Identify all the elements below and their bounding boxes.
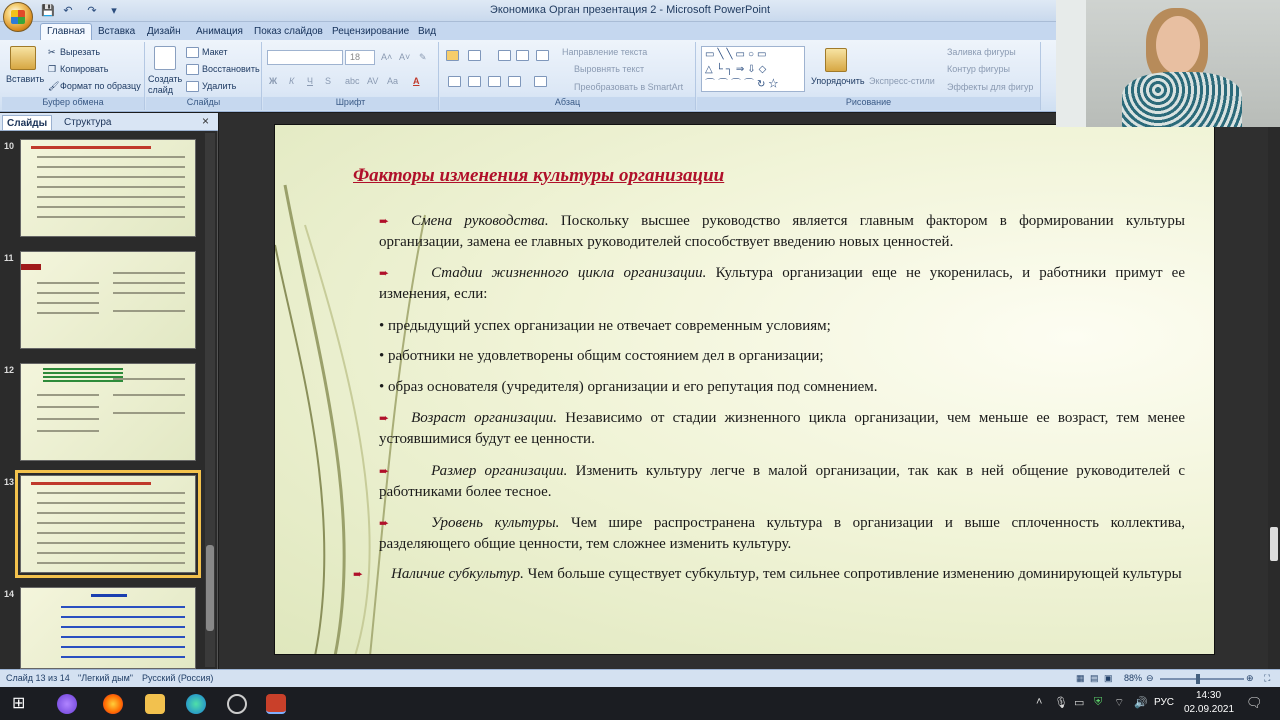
font-group xyxy=(263,42,439,110)
slides-group-label: Слайды xyxy=(146,97,261,110)
editor-scroll-thumb[interactable] xyxy=(1270,527,1278,561)
title-bar xyxy=(0,0,1060,22)
shape-outline-button[interactable]: Контур фигуры xyxy=(947,64,1010,74)
panel-tabs xyxy=(0,113,218,131)
arrange-icon[interactable] xyxy=(825,48,847,72)
increase-indent-icon[interactable] xyxy=(516,50,529,61)
ribbon xyxy=(0,40,1060,112)
paragraph-size[interactable]: ➨ Размер организации. Изменить культуру легче в малой организации, так как в ней общение руководителей с работниками более тесное. xyxy=(379,463,1186,500)
close-panel-icon[interactable]: × xyxy=(202,114,210,128)
theme-name: "Легкий дым" xyxy=(78,673,133,683)
shield-icon[interactable]: ⛨ xyxy=(1094,696,1103,708)
shapes-gallery[interactable]: ▭╲╲▭○▭ △└┐⇒⇩◇ ⌒⌒⌒⌒↻☆ xyxy=(701,46,805,92)
slideshow-view-icon[interactable]: ▣ xyxy=(1104,673,1113,683)
slide-thumbnail[interactable] xyxy=(20,251,196,349)
drawing-group-label: Рисование xyxy=(697,97,1040,110)
spacing-icon[interactable]: AV xyxy=(367,76,379,86)
tab-outline[interactable]: Структура xyxy=(64,117,112,128)
tab-view[interactable]: Вид xyxy=(418,26,437,37)
thumb-number: 11 xyxy=(4,253,14,263)
paragraph-group xyxy=(440,42,696,110)
quick-styles-button[interactable]: Экспресс-стили xyxy=(869,76,935,86)
shape-effects-button[interactable]: Эффекты для фигур xyxy=(947,82,1034,92)
line-spacing-icon[interactable] xyxy=(536,50,549,61)
file-explorer-icon[interactable] xyxy=(145,694,165,714)
bullet-founder[interactable]: • образ основателя (учредителя) организации и его репутация под сомнением. xyxy=(379,379,878,395)
webcam-face xyxy=(1156,16,1200,74)
thumb-number: 13 xyxy=(4,477,15,487)
cut-icon[interactable]: ✂ xyxy=(48,47,56,57)
paragraph-age[interactable]: ➨ Возраст организации. Независимо от стадии жизненного цикла организации, чем меньше ее возраст, тем менее устоявшимися будут ее ценности. xyxy=(379,410,1186,447)
editor-scrollbar[interactable] xyxy=(1268,113,1280,669)
copy-button[interactable]: Копировать xyxy=(60,64,109,74)
webcam-person-body xyxy=(1122,72,1242,127)
thumb-number: 10 xyxy=(4,141,15,151)
zoom-slider-handle[interactable] xyxy=(1196,674,1200,684)
tab-review[interactable]: Рецензирование xyxy=(332,26,410,37)
slide-counter: Слайд 13 из 14 xyxy=(6,673,70,683)
arrow-bullet-icon: ➨ xyxy=(379,464,390,478)
italic-icon[interactable]: К xyxy=(289,76,295,86)
grow-font-icon[interactable]: A˄ xyxy=(381,52,393,62)
slide-thumbnail[interactable] xyxy=(20,587,196,669)
justify-icon[interactable] xyxy=(508,76,521,87)
tab-slides[interactable]: Слайды xyxy=(2,115,52,130)
tray-chevron-icon[interactable]: ˄ xyxy=(1036,696,1043,708)
format-painter-icon[interactable]: 🖌 xyxy=(48,81,60,91)
customize-qa-icon[interactable]: ▾ xyxy=(111,5,117,17)
tab-design[interactable]: Дизайн xyxy=(147,26,181,37)
bullets-icon[interactable] xyxy=(446,50,459,61)
panel-scrollbar[interactable] xyxy=(205,133,215,667)
text-direction-button[interactable]: Направление текста xyxy=(562,47,648,57)
paragraph-group-label: Абзац xyxy=(440,97,695,110)
align-left-icon[interactable] xyxy=(448,76,461,87)
redo-icon[interactable]: ↷ xyxy=(87,5,97,17)
arrow-bullet-icon: ➨ xyxy=(379,516,390,530)
ribbon-tabs xyxy=(0,22,1060,40)
slide-title[interactable]: Факторы изменения культуры организации xyxy=(353,165,725,186)
thumb-number: 12 xyxy=(4,365,15,375)
arrow-bullet-icon: ➨ xyxy=(379,266,390,280)
paste-icon[interactable] xyxy=(10,46,36,70)
language-status[interactable]: Русский (Россия) xyxy=(142,673,214,683)
notifications-icon[interactable]: 🗨 xyxy=(1246,695,1263,710)
slide-thumbnail-selected[interactable] xyxy=(20,475,196,573)
zoom-level[interactable]: 88% xyxy=(1124,673,1143,683)
paragraph-lifecycle[interactable]: ➨ Стадии жизненного цикла организации. Культура организации еще не укоренилась, и работники примут ее изменения, если: xyxy=(379,265,1185,302)
arrange-button[interactable]: Упорядочить xyxy=(811,76,865,86)
columns-icon[interactable] xyxy=(534,76,547,87)
tab-slideshow[interactable]: Показ слайдов xyxy=(254,26,323,37)
paste-button[interactable]: Вставить xyxy=(6,74,45,84)
edge-icon[interactable] xyxy=(186,694,206,714)
shape-fill-button[interactable]: Заливка фигуры xyxy=(947,47,1016,57)
bold-icon[interactable]: Ж xyxy=(269,76,278,86)
shrink-font-icon[interactable]: A˅ xyxy=(399,52,411,62)
office-logo-icon xyxy=(11,10,25,24)
undo-icon[interactable]: ↶ xyxy=(63,5,73,17)
align-text-button[interactable]: Выровнять текст xyxy=(574,64,645,74)
webcam-overlay xyxy=(1056,0,1280,127)
window-title: Экономика Орган презентация 2 - Microsoft PowerPoint xyxy=(489,4,771,16)
tab-home[interactable]: Главная xyxy=(40,23,92,40)
bullet-success[interactable]: • предыдущий успех организации не отвечает современным условиям; xyxy=(379,318,831,334)
cut-button[interactable]: Вырезать xyxy=(60,47,101,57)
network-icon[interactable]: ⌔ xyxy=(1114,697,1125,709)
tab-animation[interactable]: Анимация xyxy=(196,26,243,37)
slide-thumbnail[interactable] xyxy=(20,139,196,237)
layout-icon xyxy=(186,47,199,58)
app-icon[interactable] xyxy=(57,694,77,714)
clear-format-icon[interactable]: ✎ xyxy=(419,52,427,62)
new-slide-icon[interactable] xyxy=(154,46,176,70)
slides-group xyxy=(146,42,262,110)
copy-icon[interactable]: ❐ xyxy=(48,64,57,74)
format-painter-button[interactable]: Формат по образцу xyxy=(60,81,141,91)
save-icon[interactable]: 💾 xyxy=(41,5,55,17)
align-center-icon[interactable] xyxy=(468,76,481,87)
slide-editor xyxy=(219,113,1268,669)
reset-icon xyxy=(186,64,199,75)
clock-time[interactable]: 14:30 xyxy=(1196,690,1222,701)
shadow-icon[interactable]: S xyxy=(325,76,332,86)
delete-button[interactable]: Удалить xyxy=(202,81,237,91)
slides-panel xyxy=(0,113,218,669)
sorter-view-icon[interactable]: ▤ xyxy=(1090,673,1099,683)
font-group-label: Шрифт xyxy=(263,97,438,110)
drawing-group xyxy=(697,42,1041,110)
normal-view-icon[interactable]: ▦ xyxy=(1076,673,1085,683)
paragraph-leadership[interactable]: ➨ Смена руководства. Поскольку высшее руководство является главным фактором в формировании культуры организации, замена ее главных руководителей способствует введению новых ценностей. xyxy=(379,213,1186,250)
decrease-indent-icon[interactable] xyxy=(498,50,511,61)
strikethrough-icon[interactable]: abc xyxy=(345,76,360,86)
volume-icon[interactable]: 🔊 xyxy=(1134,697,1148,709)
tab-insert[interactable]: Вставка xyxy=(98,26,136,37)
clipboard-group-label: Буфер обмена xyxy=(2,97,144,110)
taskbar xyxy=(0,687,1280,720)
font-name-combo[interactable] xyxy=(267,50,343,65)
clipboard-group xyxy=(2,42,145,110)
firefox-icon[interactable] xyxy=(103,694,123,714)
zoom-slider[interactable] xyxy=(1160,678,1244,680)
case-icon[interactable]: Aa xyxy=(387,76,399,86)
slide-thumbnail[interactable] xyxy=(20,363,196,461)
align-right-icon[interactable] xyxy=(488,76,501,87)
smartart-button[interactable]: Преобразовать в SmartArt xyxy=(574,82,684,92)
microphone-icon[interactable]: 🎙 xyxy=(1054,697,1068,709)
paragraph-culture-level[interactable]: ➨ Уровень культуры. Чем шире распространена культура в организации и выше сплоченность коллектива, разделяющего общие ценности, тем сложнее изменить культуру. xyxy=(379,515,1185,552)
reset-button[interactable]: Восстановить xyxy=(202,64,260,74)
clock-date[interactable]: 02.09.2021 xyxy=(1184,704,1235,715)
battery-icon[interactable]: ▭ xyxy=(1074,697,1085,709)
keyboard-language[interactable]: РУС xyxy=(1154,697,1175,708)
windows-start-icon[interactable]: ⊞ xyxy=(12,695,26,712)
webcam-door xyxy=(1056,0,1086,127)
thumb-number: 14 xyxy=(4,589,15,599)
office-button[interactable] xyxy=(3,2,33,32)
arrow-bullet-icon: ➨ xyxy=(353,567,364,581)
font-color-icon[interactable]: A xyxy=(413,76,420,86)
new-slide-button[interactable]: Создать слайд xyxy=(148,74,183,95)
layout-button[interactable]: Макет xyxy=(202,47,228,57)
slide-canvas[interactable] xyxy=(274,124,1215,655)
bullet-dissatisfied[interactable]: • работники не удовлетворены общим состоянием дел в организации; xyxy=(379,348,824,364)
delete-icon xyxy=(186,81,199,92)
font-size-combo[interactable]: 18 xyxy=(345,50,375,65)
arrow-bullet-icon: ➨ xyxy=(379,411,390,425)
underline-icon[interactable]: Ч xyxy=(307,76,313,86)
zoom-out-icon[interactable]: ⊖ xyxy=(1146,673,1154,683)
numbering-icon[interactable] xyxy=(468,50,481,61)
panel-scroll-thumb[interactable] xyxy=(206,545,214,631)
app-icon[interactable] xyxy=(227,694,247,714)
status-bar xyxy=(0,669,1280,687)
arrow-bullet-icon: ➨ xyxy=(379,214,390,228)
paragraph-subcultures[interactable]: ➨ Наличие субкультур. Чем больше существует субкультур, тем сильнее сопротивление изменению доминирующей культуры xyxy=(353,566,1182,582)
zoom-in-icon[interactable]: ⊕ xyxy=(1246,673,1254,683)
powerpoint-icon[interactable] xyxy=(266,694,286,714)
fit-slide-icon[interactable]: ⛶ xyxy=(1264,673,1271,683)
